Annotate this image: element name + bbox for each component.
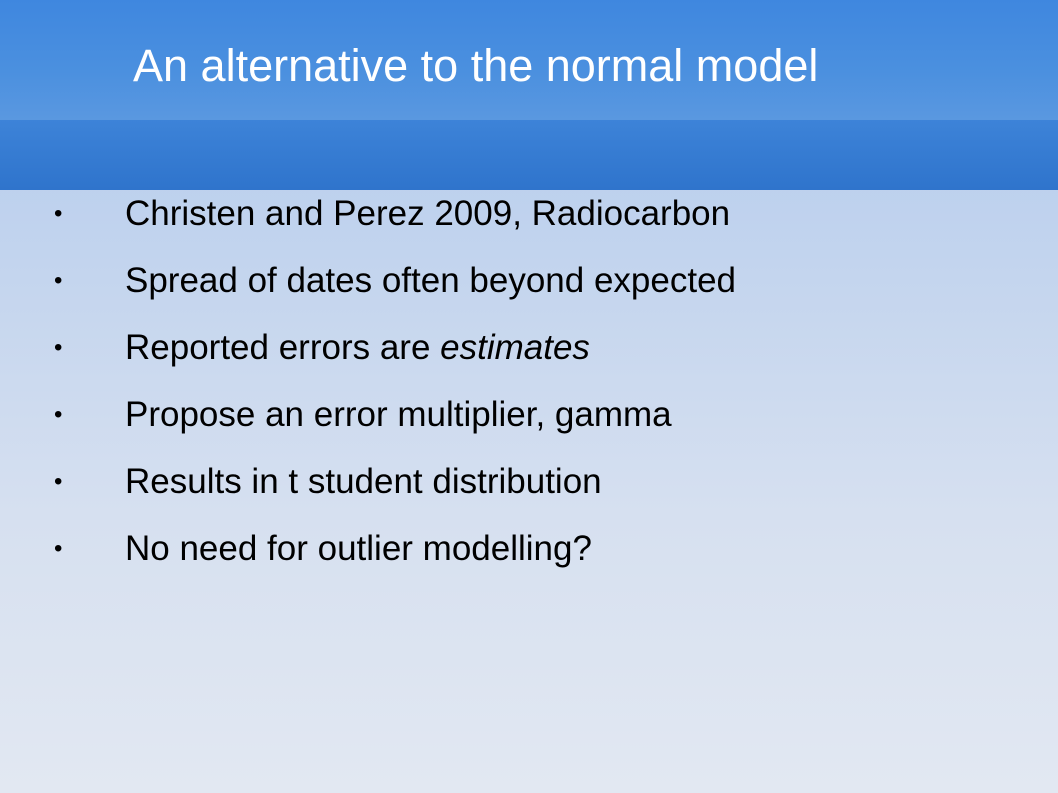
bullet-dot-icon: •: [54, 200, 63, 227]
bullet-dot-icon: •: [54, 401, 63, 428]
bullet-text: No need for outlier modelling?: [125, 529, 592, 568]
bullet-item: [0, 190, 1058, 257]
slide-title: An alternative to the normal model: [133, 40, 819, 91]
bullet-item: [0, 257, 1058, 324]
bullet-text-plain: Reported errors are: [125, 328, 441, 367]
bullet-text: Christen and Perez 2009, Radiocarbon: [125, 194, 731, 233]
bullet-text: Propose an error multiplier, gamma: [125, 395, 672, 434]
bullet-item: [0, 391, 1058, 458]
bullet-dot-icon: •: [54, 267, 63, 294]
bullet-list: [0, 190, 1058, 592]
bullet-dot-icon: •: [54, 468, 63, 495]
bullet-text: [125, 324, 590, 371]
bullet-dot-icon: •: [54, 535, 63, 562]
title-bar-band: [0, 120, 1058, 190]
bullet-item: [0, 324, 1058, 391]
bullet-item: [0, 458, 1058, 525]
bullet-item: [0, 525, 1058, 592]
bullet-text-emphasis: estimates: [440, 328, 590, 367]
bullet-text: Spread of dates often beyond expected: [125, 261, 737, 300]
bullet-dot-icon: •: [54, 334, 63, 361]
bullet-text: Results in t student distribution: [125, 462, 602, 501]
